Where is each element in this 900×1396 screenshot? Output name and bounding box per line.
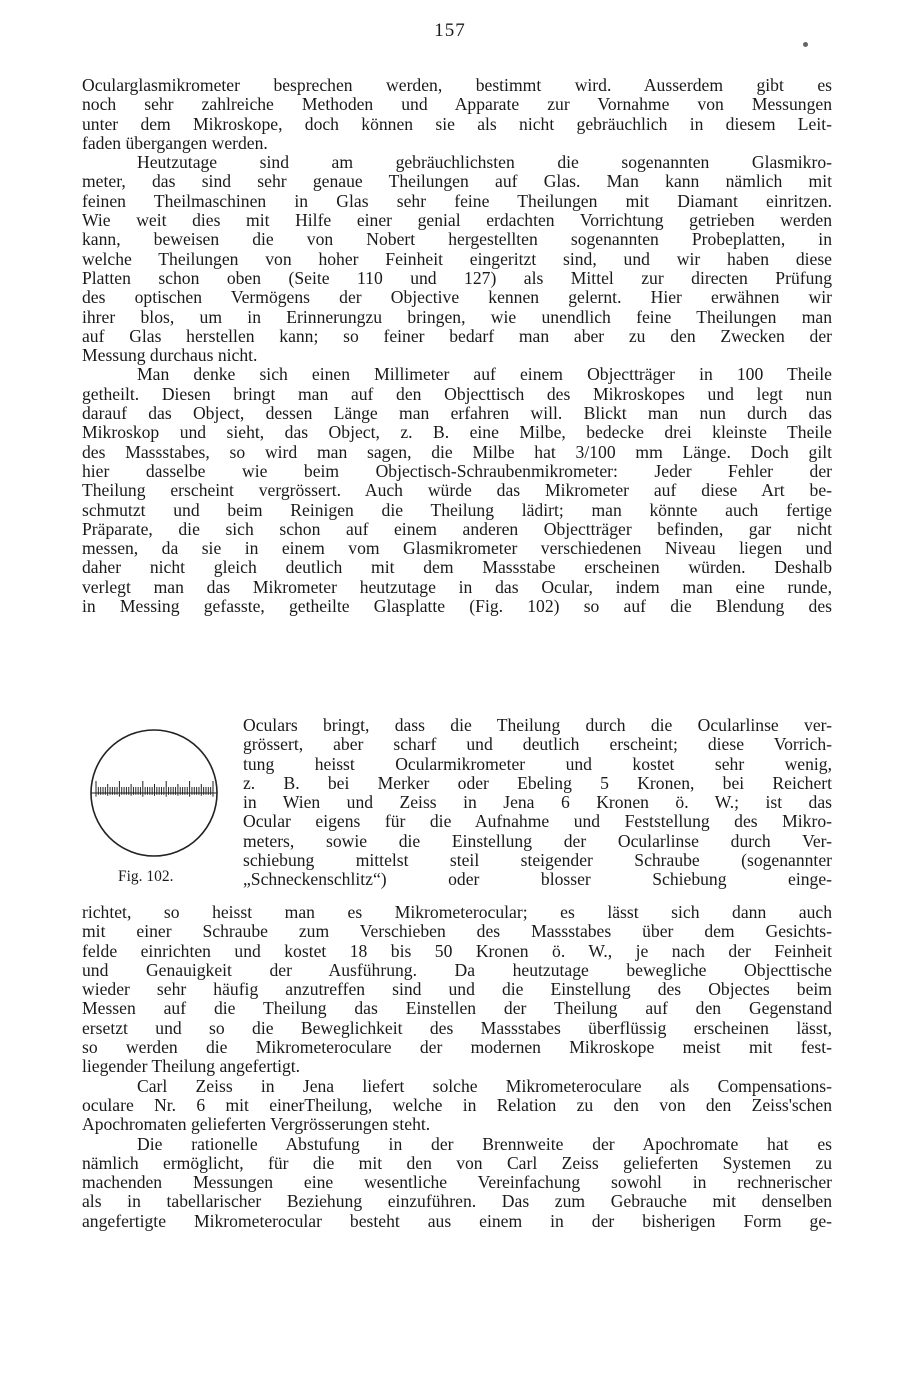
text-line: darauf das Object, dessen Länge man erfahren will. Blickt man nun durch das xyxy=(82,403,832,424)
text-line: Ocularglasmikrometer besprechen werden, bestimmt wird. Ausserdem gibt es xyxy=(82,75,832,95)
text-line: meters, sowie die Einstellung der Ocularlinse durch Ver- xyxy=(243,830,832,851)
text-line: so werden die Mikrometeroculare der modernen Mikroskope meist mit fest- xyxy=(82,1037,832,1058)
text-line: verlegt man das Mikrometer heutzutage in das Ocular, indem man eine runde, xyxy=(82,576,832,597)
page-number: 157 xyxy=(434,20,466,41)
text-line: machenden Messungen eine wesentliche Vereinfachung sowohl in rechnerischer xyxy=(82,1172,832,1193)
text-line: getheilt. Diesen bringt man auf den Objecttisch des Mikroskopes und legt nun xyxy=(82,383,832,404)
text-line: des Massstabes, so wird man sagen, die Milbe hat 3/100 mm Länge. Doch gilt xyxy=(82,441,832,462)
text-line: angefertigte Mikrometerocular besteht aus einem in der bisherigen Form ge- xyxy=(82,1210,832,1231)
text-line: Ocular eigens für die Aufnahme und Feststellung des Mikro- xyxy=(243,811,832,832)
text-line: Präparate, die sich schon auf einem anderen Objectträger befinden, gar nicht xyxy=(82,518,832,539)
text-block-wrap xyxy=(243,716,832,890)
text-line: Carl Zeiss in Jena liefert solche Mikrometeroculare als Compensations- xyxy=(137,1075,832,1096)
text-line: faden übergangen werden. xyxy=(82,132,268,153)
text-line: tung heisst Ocularmikrometer und kostet sehr wenig, xyxy=(243,753,832,774)
text-line: oculare Nr. 6 mit einerTheilung, welche in Relation zu den von den Zeiss'schen xyxy=(82,1094,832,1115)
text-line: in Messing gefasste, getheilte Glasplatte (Fig. 102) so auf die Blendung des xyxy=(82,596,832,617)
text-line: hier dasselbe wie beim Objectisch-Schraubenmikrometer: Jeder Fehler der xyxy=(82,460,832,481)
text-line: messen, da sie in einem vom Glasmikrometer verschiedenen Niveau liegen und xyxy=(82,538,832,559)
text-line: Apochromaten gelieferten Vergrösserungen steht. xyxy=(82,1114,431,1135)
text-line: z. B. bei Merker oder Ebeling 5 Kronen, bei Reichert xyxy=(243,772,832,793)
text-line: daher nicht gleich deutlich mit dem Massstabe erscheinen würden. Deshalb xyxy=(82,557,832,578)
text-line: ihrer blos, um in Erinnerungzu bringen, wie unendlich feine Theilungen man xyxy=(82,306,832,327)
text-line: noch sehr zahlreiche Methoden und Apparate zur Vornahme von Messungen xyxy=(82,94,832,115)
text-line: grössert, aber scharf und deutlich erscheint; diese Vorrich- xyxy=(243,734,832,755)
text-line: Messen auf die Theilung das Einstellen der Theilung auf den Gegenstand xyxy=(82,998,832,1019)
text-line: in Wien und Zeiss in Jena 6 Kronen ö. W.; ist das xyxy=(243,792,832,813)
text-line: meter, das sind sehr genaue Theilungen auf Glas. Man kann nämlich mit xyxy=(82,171,832,192)
text-line: Wie weit dies mit Hilfe einer genial erdachten Vorrichtung getrieben werden xyxy=(82,210,832,231)
text-line: unter dem Mikroskope, doch können sie als nicht gebräuchlich in diesem Leit- xyxy=(82,113,832,134)
text-line: liegender Theilung angefertigt. xyxy=(82,1056,301,1077)
text-line: wieder sehr häufig anzutreffen sind und die Einstellung des Objectes beim xyxy=(82,979,832,1000)
text-line: ersetzt und so die Beweglichkeit des Massstabes überflüssig erscheinen lässt, xyxy=(82,1017,832,1038)
text-line: mit einer Schraube zum Verschieben des Massstabes über dem Gesichts- xyxy=(82,921,832,942)
speck xyxy=(803,42,808,47)
text-line: Messung durchaus nicht. xyxy=(82,345,258,366)
text-line: richtet, so heisst man es Mikrometerocular; es lässt sich dann auch xyxy=(82,902,832,922)
text-line: Theilung erscheint vergrössert. Auch würde das Mikrometer auf diese Art be- xyxy=(82,480,832,501)
text-line: nämlich ermöglicht, für die mit den von Carl Zeiss gelieferten Systemen zu xyxy=(82,1152,832,1173)
text-line: Mikroskop und sieht, das Object, z. B. eine Milbe, bedecke drei kleinste Theile xyxy=(82,422,832,443)
text-block-bottom xyxy=(82,903,832,1231)
text-block-top xyxy=(82,76,832,616)
text-line: auf Glas herstellen kann; so feiner bedarf man aber zu den Zwecken der xyxy=(82,325,832,346)
text-line: welche Theilungen von hoher Feinheit eingeritzt sind, und wir haben diese xyxy=(82,248,832,269)
text-line: Platten schon oben (Seite 110 und 127) als Mittel zur directen Prüfung xyxy=(82,267,832,288)
text-line: als in tabellarischer Beziehung einzuführen. Das zum Gebrauche mit denselben xyxy=(82,1191,832,1212)
text-line: „Schneckenschlitz“) oder blosser Schiebung einge- xyxy=(243,869,832,890)
text-line: feinen Theilmaschinen in Glas sehr feine Theilungen mit Diamant einritzen. xyxy=(82,190,832,211)
text-line: felde einrichten und kostet 18 bis 50 Kronen ö. W., je nach der Feinheit xyxy=(82,940,832,961)
figure-caption: Fig. 102. xyxy=(118,868,174,885)
text-line: Die rationelle Abstufung in der Brennweite der Apochromate hat es xyxy=(137,1133,832,1154)
figure-102 xyxy=(88,726,223,866)
text-line: kann, beweisen die von Nobert hergestellten sogenannten Probeplatten, in xyxy=(82,229,832,250)
ocular-micrometer-illustration xyxy=(88,726,223,866)
text-line: und Genauigkeit der Ausführung. Da heutzutage bewegliche Objecttische xyxy=(82,959,832,980)
text-line: Oculars bringt, dass die Theilung durch die Ocularlinse ver- xyxy=(243,715,832,735)
text-line: Man denke sich einen Millimeter auf einem Objectträger in 100 Theile xyxy=(137,364,832,385)
text-line: schiebung mittelst steil steigender Schraube (sogenannter xyxy=(243,850,832,871)
text-line: des optischen Vermögens der Objective kennen gelernt. Hier erwähnen wir xyxy=(82,287,832,308)
text-line: Heutzutage sind am gebräuchlichsten die sogenannten Glasmikro- xyxy=(137,152,832,173)
text-line: schmutzt und beim Reinigen die Theilung lädirt; man könnte auch fertige xyxy=(82,499,832,520)
